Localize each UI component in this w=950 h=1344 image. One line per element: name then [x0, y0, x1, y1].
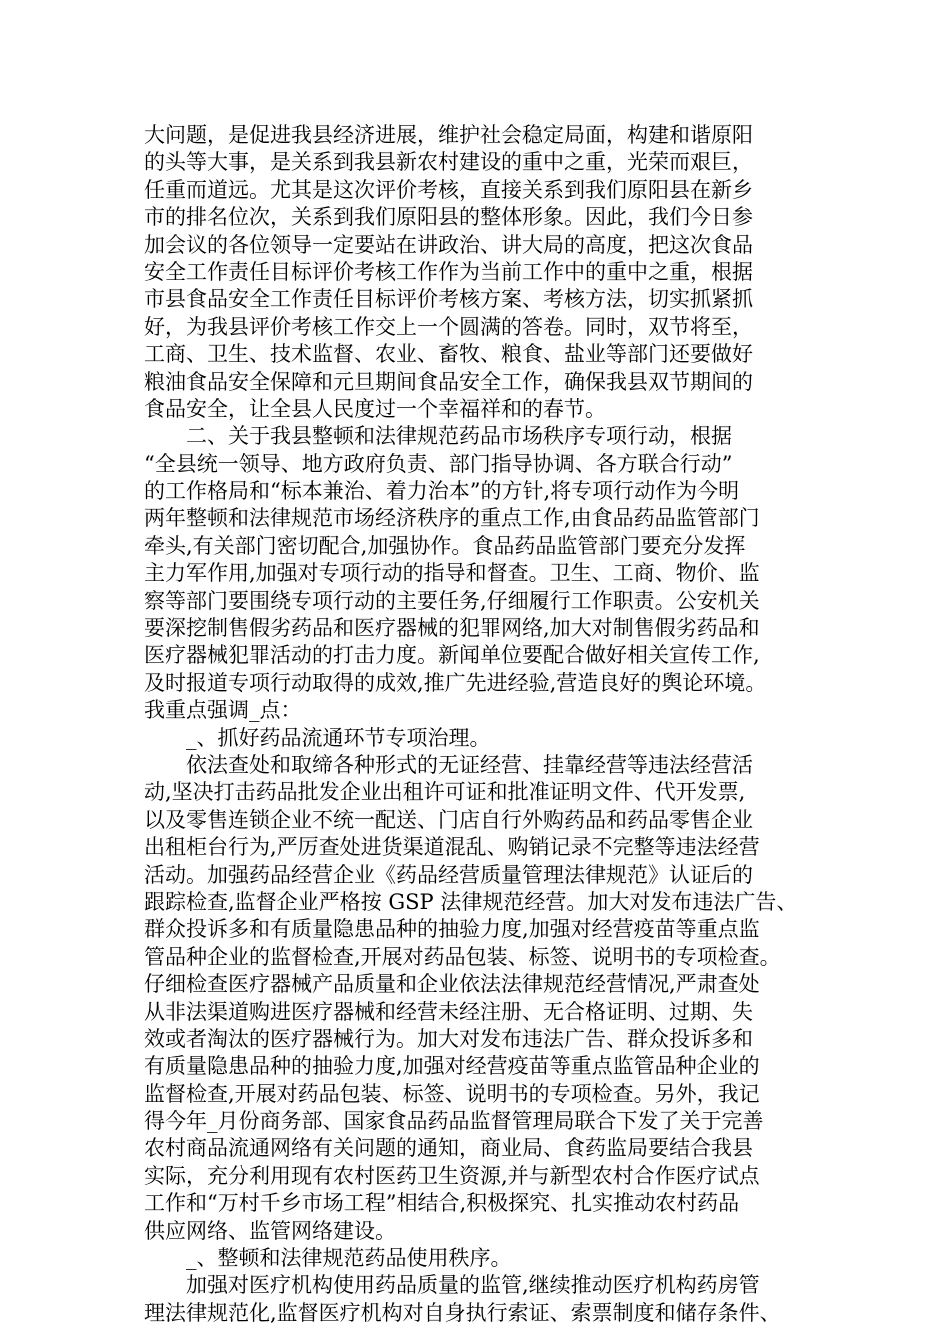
text-line: 群众投诉多和有质量隐患品种的抽验力度,加强对经营疫苗等重点监 [144, 917, 760, 942]
subheading-line: _、整顿和法律规范药品使用秩序。 [186, 1246, 512, 1271]
text-line: 活动。加强药品经营企业《药品经营质量管理法律规范》认证后的 [144, 862, 753, 887]
text-line: 我重点强调_点： [144, 698, 302, 723]
text-line: 安全工作责任目标评价考核工作作为当前工作中的重中之重，根据 [144, 259, 753, 284]
section-heading-line: 二、关于我县整顿和法律规范药品市场秩序专项行动，根据 [186, 424, 732, 449]
paragraph-start-line: 加强对医疗机构使用药品质量的监管,继续推动医疗机构药房管 [186, 1273, 760, 1298]
text-line: 市县食品安全工作责任目标评价考核方案、考核方法，切实抓紧抓 [144, 287, 753, 312]
text-line: 监督检查,开展对药品包装、标签、说明书的专项检查。另外，我记 [144, 1081, 760, 1106]
text-line: 医疗器械犯罪活动的打击力度。新闻单位要配合做好相关宣传工作, [144, 643, 760, 668]
text-line: 出租柜台行为,严厉查处进货渠道混乱、购销记录不完整等违法经营 [144, 835, 760, 860]
document-body [144, 122, 824, 1327]
text-line: 的头等大事，是关系到我县新农村建设的重中之重，光荣而艰巨， [144, 150, 753, 175]
text-line: 要深挖制售假劣药品和医疗器械的犯罪网络,加大对制售假劣药品和 [144, 616, 760, 641]
text-line: 两年整顿和法律规范市场经济秩序的重点工作,由食品药品监管部门 [144, 506, 760, 531]
text-line: 任重而道远。尤其是这次评价考核，直接关系到我们原阳县在新乡 [144, 177, 753, 202]
text-line: 工商、卫生、技术监督、农业、畜牧、粮食、盐业等部门还要做好 [144, 342, 753, 367]
text-line: 察等部门要围绕专项行动的主要任务,仔细履行工作职责。公安机关 [144, 588, 760, 613]
text-line: 的工作格局和“标本兼治、着力治本”的方针,将专项行动作为今明 [144, 479, 740, 504]
text-line: 市的排名位次，关系到我们原阳县的整体形象。因此，我们今日参 [144, 205, 753, 230]
paragraph-start-line: 依法查处和取缔各种形式的无证经营、挂靠经营等违法经营活 [186, 752, 753, 777]
text-line: 及时报道专项行动取得的成效,推广先进经验,营造良好的舆论环境。 [144, 670, 767, 695]
text-line: 跟踪检查,监督企业严格按 GSP 法律规范经营。加大对发布违法广告、 [144, 889, 798, 914]
text-line: 管品种企业的监督检查,开展对药品包装、标签、说明书的专项检查。 [144, 944, 781, 969]
text-line: 供应网络、监管网络建设。 [144, 1218, 396, 1243]
text-line: 农村商品流通网络有关问题的通知，商业局、食药监局要结合我县 [144, 1136, 753, 1161]
text-line: 理法律规范化,监督医疗机构对自身执行索证、索票制度和储存条件、 [144, 1300, 781, 1325]
text-line: 工作和“万村千乡市场工程”相结合,积极探究、扎实推动农村药品 [144, 1191, 740, 1216]
text-line: 食品安全，让全县人民度过一个幸福祥和的春节。 [144, 396, 606, 421]
text-line: 主力军作用,加强对专项行动的指导和督查。卫生、工商、物价、监 [144, 561, 760, 586]
text-line: 好，为我县评价考核工作交上一个圆满的答卷。同时，双节将至， [144, 314, 753, 339]
text-line: 从非法渠道购进医疗器械和经营未经注册、无合格证明、过期、失 [144, 999, 753, 1024]
text-line: 以及零售连锁企业不统一配送、门店自行外购药品和药品零售企业 [144, 807, 753, 832]
text-line: 实际，充分利用现有农村医药卫生资源,并与新型农村合作医疗试点 [144, 1163, 760, 1188]
text-line: 加会议的各位领导一定要站在讲政治、讲大局的高度，把这次食品 [144, 232, 753, 257]
text-line: 得今年_月份商务部、国家食品药品监督管理局联合下发了关于完善 [144, 1109, 764, 1134]
text-line: 大问题，是促进我县经济进展，维护社会稳定局面，构建和谐原阳 [144, 123, 753, 147]
text-line: 动,坚决打击药品批发企业出租许可证和批准证明文件、代开发票, [144, 780, 746, 805]
text-line: 效或者淘汰的医疗器械行为。加大对发布违法广告、群众投诉多和 [144, 1026, 753, 1051]
text-line: “全县统一领导、地方政府负责、部门指导协调、各方联合行动” [144, 451, 733, 476]
text-line: 有质量隐患品种的抽验力度,加强对经营疫苗等重点监管品种企业的 [144, 1054, 760, 1079]
subheading-line: _、抓好药品流通环节专项治理。 [186, 725, 491, 750]
text-line: 牵头,有关部门密切配合,加强协作。食品药品监管部门要充分发挥 [144, 533, 746, 558]
text-line: 粮油食品安全保障和元旦期间食品安全工作，确保我县双节期间的 [144, 369, 753, 394]
text-line: 仔细检查医疗器械产品质量和企业依法法律规范经营情况,严肃查处 [144, 972, 760, 997]
